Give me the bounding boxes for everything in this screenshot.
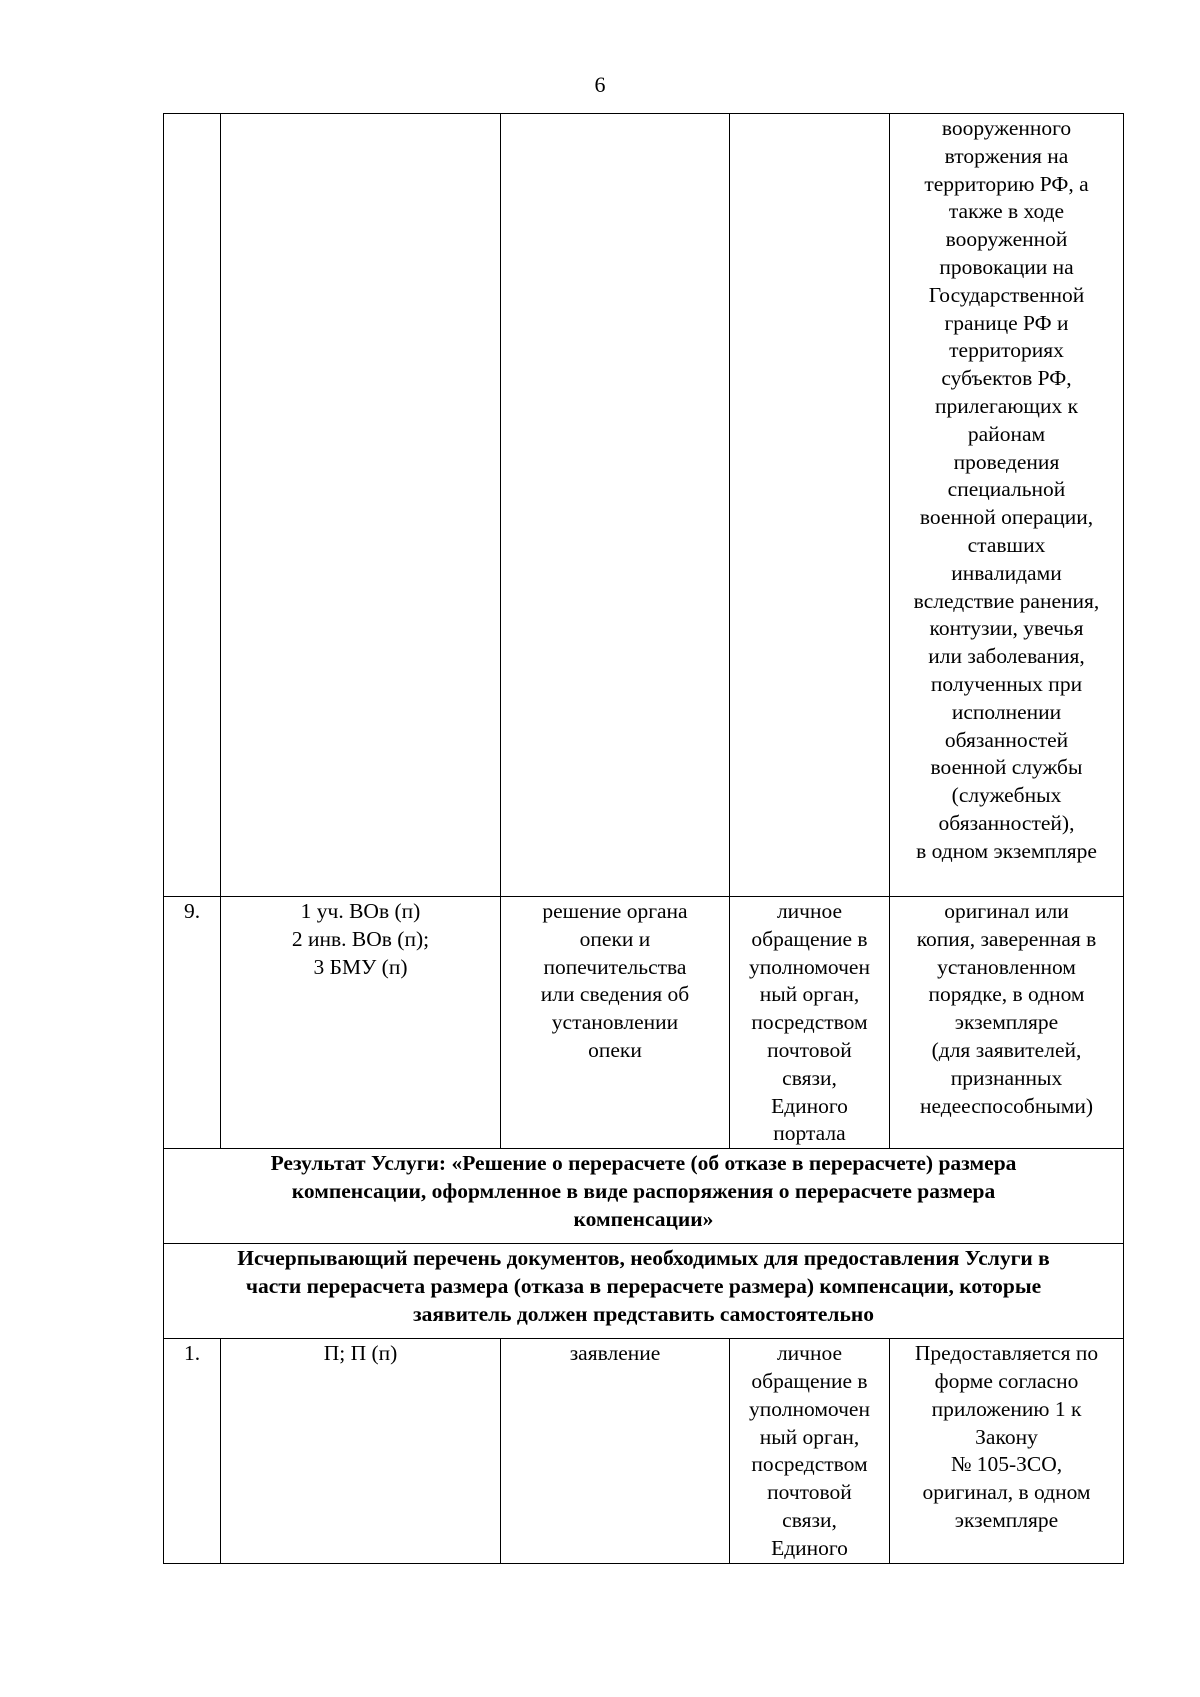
documents-list-heading [164, 1244, 1124, 1339]
text-line: уполномочен [749, 954, 870, 979]
text-line: оригинал или [944, 899, 1069, 923]
text-line: решение органа [542, 899, 688, 923]
text-line: почтовой [767, 1480, 852, 1505]
text-line: инвалидами [951, 560, 1062, 585]
text-line: связи, [782, 1065, 837, 1090]
text-line: ный орган, [759, 982, 860, 1007]
text-line: субъектов РФ, [941, 366, 1072, 391]
text-line: полученных при [930, 671, 1083, 696]
text-line: также в ходе [948, 199, 1065, 224]
text-line: Исчерпывающий перечень документов, необходимых для предоставления Услуги в [237, 1246, 1050, 1271]
row-number-cell: 9. [164, 897, 221, 1149]
text-line: Закону [975, 1424, 1038, 1449]
text-line: ставших [967, 532, 1046, 557]
text-line: попечительства [543, 954, 687, 979]
text-line: компенсации» [573, 1206, 714, 1231]
text-line: почтовой [767, 1037, 852, 1062]
applicant-category-cell [221, 1339, 501, 1563]
service-result-heading [164, 1149, 1124, 1244]
text-line: в одном экземпляре [916, 838, 1097, 863]
text-line: экземпляре [954, 1507, 1059, 1532]
text-line: районам [967, 421, 1046, 446]
text-line: оригинал, в одном [922, 1480, 1091, 1505]
text-line: Государственной [928, 282, 1085, 307]
text-line: (служебных [951, 783, 1062, 808]
text-line: контузии, увечья [929, 616, 1084, 641]
applicant-category-cell [221, 114, 501, 897]
document-name-cell [501, 114, 730, 897]
table-row-9 [164, 897, 1124, 1149]
text-line: установлении [551, 1010, 679, 1035]
text-line: уполномочен [749, 1396, 870, 1421]
document-name-cell [501, 897, 730, 1149]
text-line: прилегающих к [934, 393, 1079, 418]
text-line: установленном [937, 954, 1076, 979]
text-line: 1 уч. ВОв (п) [300, 899, 421, 923]
documents-table [163, 113, 1124, 1564]
text-line: военной операции, [919, 505, 1094, 530]
submission-method-cell [730, 897, 890, 1149]
row-number-cell [164, 114, 221, 897]
submission-method-cell [730, 114, 890, 897]
text-line: Результат Услуги: «Решение о перерасчете (об отказе в перерасчете) размера [270, 1151, 1017, 1176]
table-row-1 [164, 1339, 1124, 1563]
text-line: признанных [950, 1065, 1063, 1090]
text-line: части перерасчета размера (отказа в перерасчете размера) компенсации, которые [245, 1273, 1042, 1298]
text-line: вторжения на [944, 143, 1069, 168]
text-line: форме согласно [934, 1368, 1079, 1393]
text-line: территориях [949, 338, 1064, 363]
text-line: 2 инв. ВОв (п); [291, 926, 430, 951]
text-line: вооруженной [945, 227, 1068, 252]
text-line: личное [776, 1341, 843, 1366]
text-line: территорию РФ, а [924, 171, 1089, 196]
text-line: копия, заверенная в [916, 926, 1097, 951]
text-line: связи, [782, 1507, 837, 1532]
page-number: 6 [594, 72, 606, 97]
text-line: 3 БМУ (п) [313, 954, 408, 979]
text-line: опеки [588, 1037, 642, 1062]
text-line: компенсации, оформленное в виде распоряжения о перерасчете размера [291, 1178, 996, 1203]
text-line: № 105-ЗСО, [950, 1452, 1063, 1477]
text-line: исполнении [951, 699, 1062, 724]
text-line: заявитель должен представить самостоятельно [413, 1301, 874, 1326]
text-line: опеки и [579, 926, 651, 951]
section-row-result [164, 1149, 1124, 1244]
text-line: Предоставляется по [914, 1341, 1099, 1366]
text-line: (для заявителей, [931, 1037, 1082, 1062]
text-line: личное [776, 899, 843, 923]
text-line: посредством [751, 1452, 868, 1477]
section-row-documents-list [164, 1244, 1124, 1339]
text-line: обязанностей [944, 727, 1069, 752]
text-line: экземпляре [954, 1010, 1059, 1035]
text-line: провокации на [939, 254, 1074, 279]
text-line: обязанностей), [938, 810, 1075, 835]
text-line: военной службы [930, 755, 1083, 780]
text-line: посредством [751, 1010, 868, 1035]
text-line: проведения [953, 449, 1060, 474]
text-line: Единого [771, 1535, 848, 1560]
text-line: приложению 1 к [931, 1396, 1082, 1421]
text-line: обращение в [751, 926, 868, 951]
requirements-cell [890, 1339, 1124, 1563]
text-line: портала [773, 1121, 846, 1146]
applicant-category-cell [221, 897, 501, 1149]
text-line: вооруженного [941, 116, 1072, 140]
text-line: порядке, в одном [928, 982, 1085, 1007]
text-line: или сведения об [540, 982, 690, 1007]
text-line: или заболевания, [928, 644, 1085, 669]
requirements-cell [890, 114, 1124, 897]
text-line: специальной [947, 477, 1066, 502]
text-line: заявление [569, 1341, 661, 1366]
submission-method-cell [730, 1339, 890, 1563]
text-line: вследствие ранения, [913, 588, 1100, 613]
text-line: Единого [771, 1093, 848, 1118]
text-line: ный орган, [759, 1424, 860, 1449]
row-number-cell: 1. [164, 1339, 221, 1563]
text-line: обращение в [751, 1368, 868, 1393]
text-line: П; П (п) [323, 1341, 398, 1366]
requirements-cell [890, 897, 1124, 1149]
table-row-continued [164, 114, 1124, 897]
text-line: недееспособными) [919, 1093, 1094, 1118]
text-line: границе РФ и [944, 310, 1069, 335]
document-name-cell [501, 1339, 730, 1563]
